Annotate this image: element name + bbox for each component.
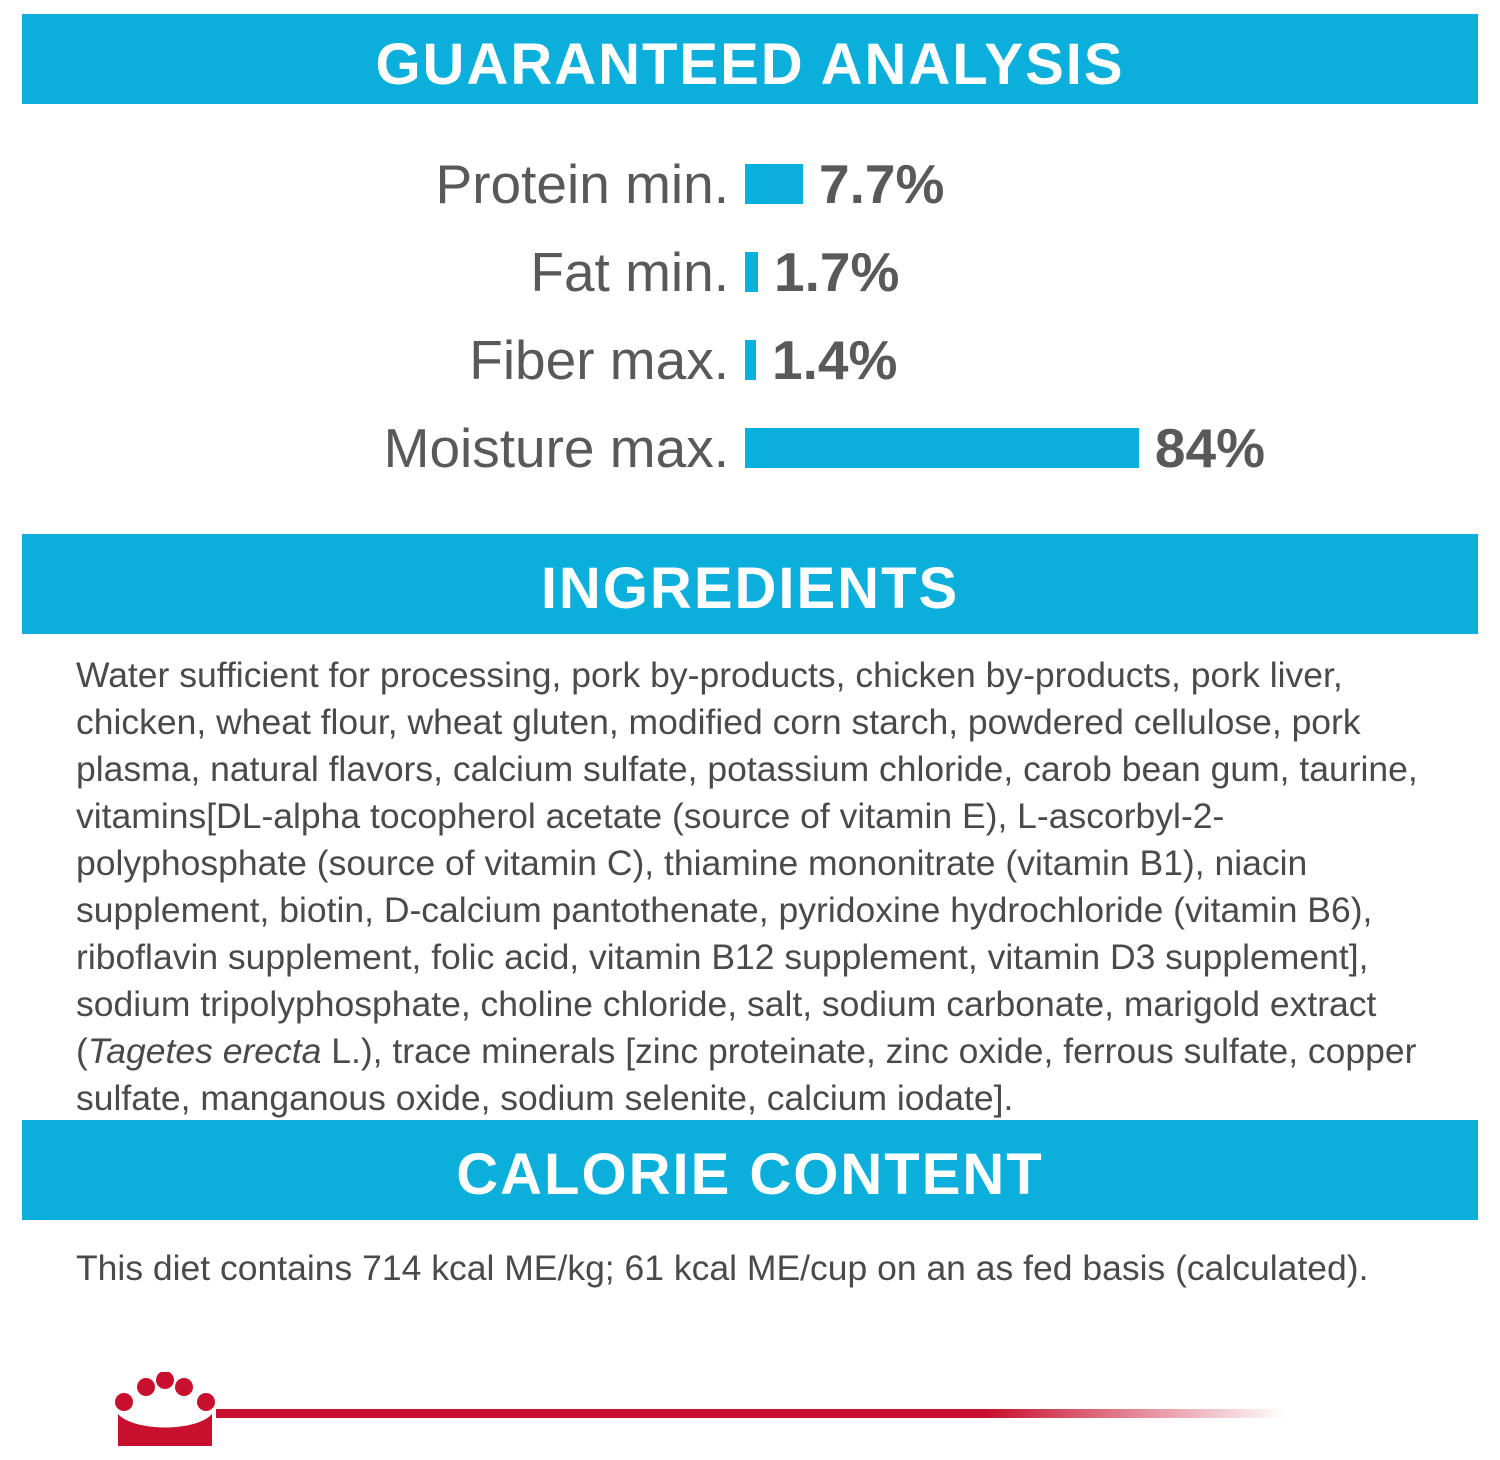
nutrient-bar-wrap <box>745 328 1265 392</box>
nutrient-bar <box>745 252 758 292</box>
ingredients-text-part-1: Water sufficient for processing, pork by-products, chicken by-products, pork liver, chicken, wheat flour, wheat gluten, modified corn starch, powdered cellulose, pork plasma, natural flavors, calcium sulfate, potassium chloride, carob bean gum, taurine, vitamins[DL-alpha tocopherol acetate (source of vitamin E), L-ascorbyl-2-polyphosphate (source of vitamin C), thiamine mononitrate (vitamin B1), niacin supplement, biotin, D-calcium pantothenate, pyridoxine hydrochloride (vitamin B6), riboflavin supplement, folic acid, vitamin B12 supplement, vitamin D3 supplement], sodium tripolyphosphate, choline chloride, salt, sodium carbonate, marigold extract ( <box>76 655 1418 1071</box>
nutrient-value: 1.4% <box>772 329 898 391</box>
table-row <box>0 228 1500 316</box>
nutrient-label: Protein min. <box>435 153 729 215</box>
ingredients-text-part-2: L.), trace minerals [zinc proteinate, zinc oxide, ferrous sulfate, copper sulfate, manganous oxide, sodium selenite, calcium iodate]. <box>76 1031 1417 1118</box>
table-row <box>0 140 1500 228</box>
nutrient-bar-wrap <box>745 240 1265 304</box>
footer-rule <box>216 1409 1286 1418</box>
nutrient-label: Fiber max. <box>469 329 729 391</box>
nutrient-value: 1.7% <box>774 241 900 303</box>
table-row <box>0 316 1500 404</box>
footer <box>0 1364 1500 1460</box>
nutrient-bar <box>745 164 803 204</box>
crown-logo-icon <box>108 1372 220 1452</box>
nutrient-bar <box>745 340 756 380</box>
ingredients-header: INGREDIENTS <box>22 534 1478 634</box>
table-row <box>0 404 1500 492</box>
nutrient-value: 84% <box>1154 417 1265 479</box>
nutrient-bar-wrap <box>745 152 1265 216</box>
nutrient-value: 7.7% <box>819 153 945 215</box>
nutrient-label: Fat min. <box>530 241 729 303</box>
nutrient-bar-wrap <box>745 416 1265 480</box>
nutrient-bar <box>745 428 1139 468</box>
ingredients-body <box>76 652 1448 1122</box>
guaranteed-analysis-table <box>0 140 1500 492</box>
guaranteed-analysis-header: GUARANTEED ANALYSIS <box>22 14 1478 104</box>
ingredients-latin-name: Tagetes erecta <box>87 1031 322 1071</box>
calorie-content-header: CALORIE CONTENT <box>22 1120 1478 1220</box>
nutrient-label: Moisture max. <box>383 417 729 479</box>
calorie-content-body: This diet contains 714 kcal ME/kg; 61 kcal ME/cup on an as fed basis (calculated). <box>76 1248 1369 1288</box>
